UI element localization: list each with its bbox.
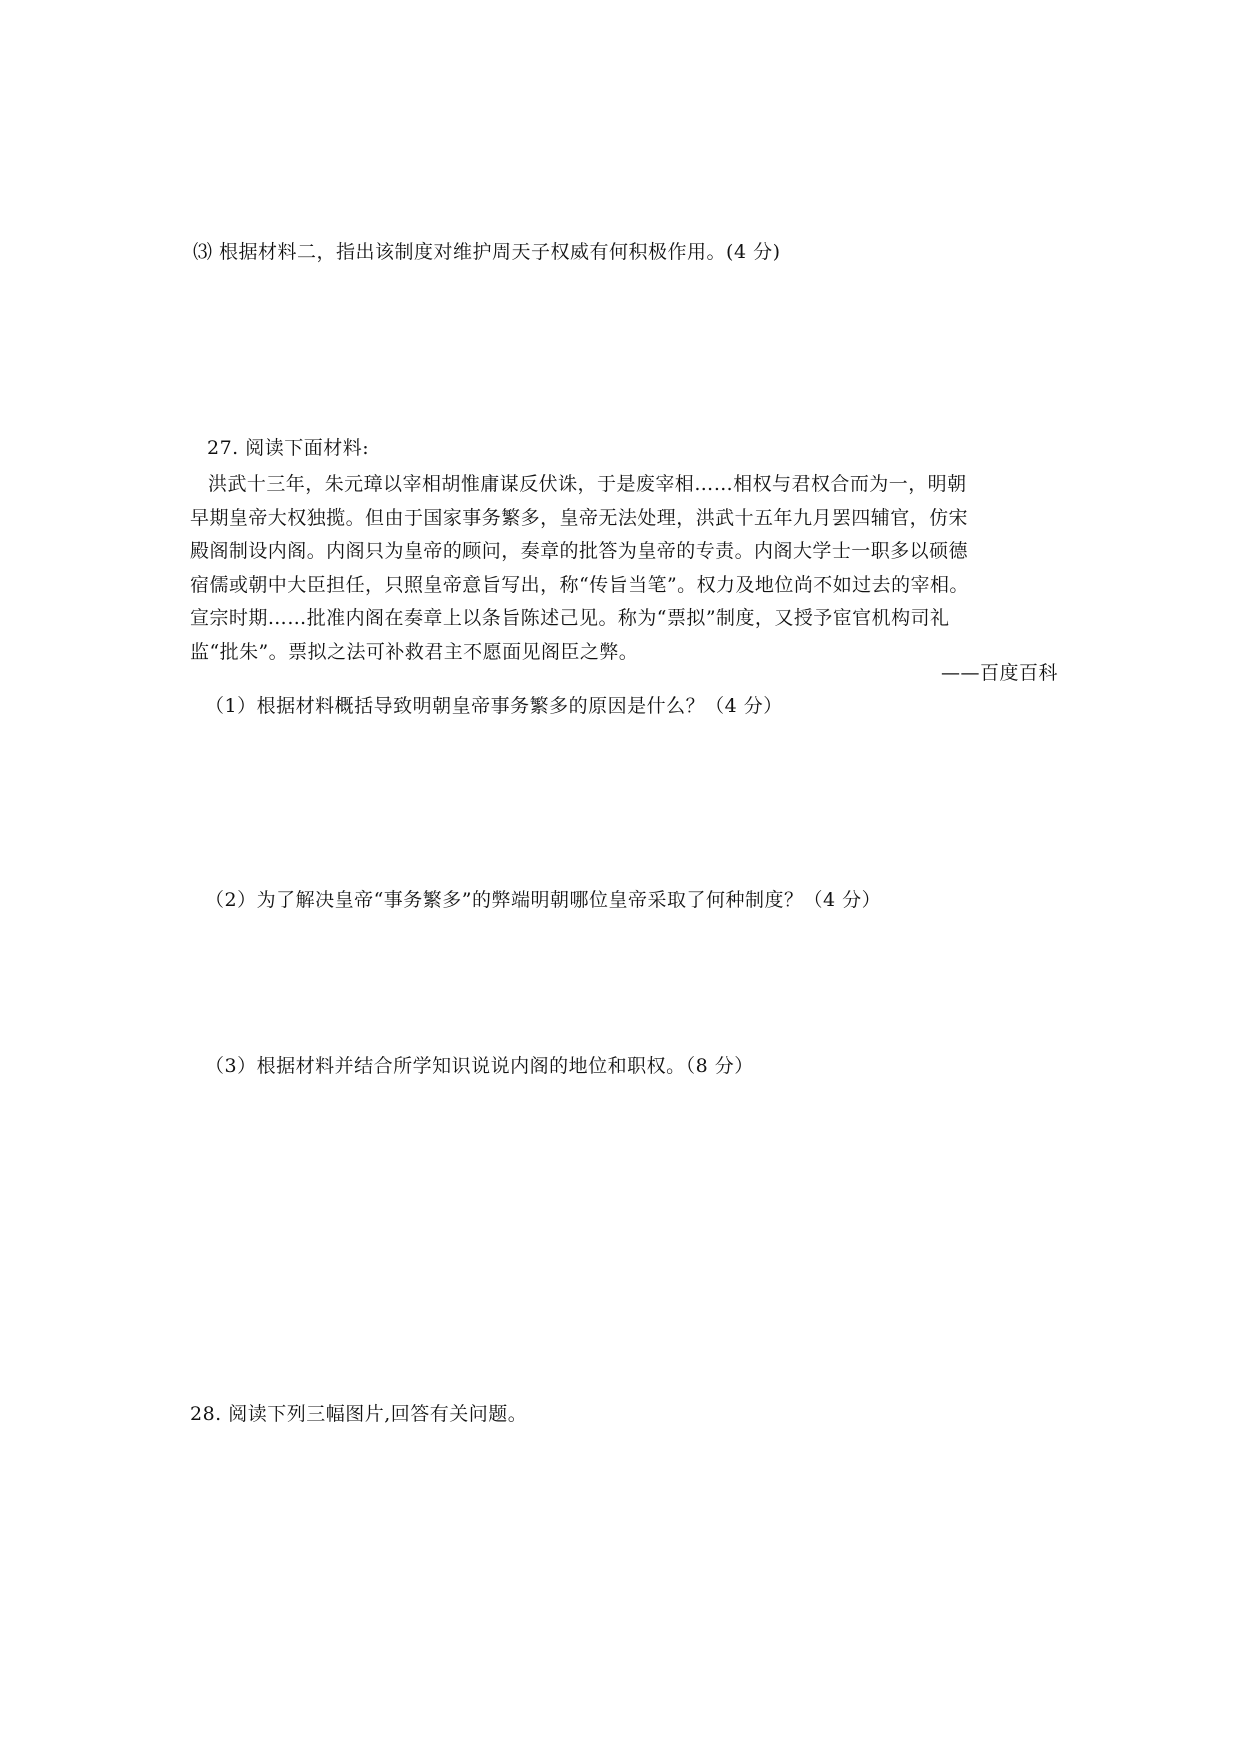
question-27-sub-2: （2）为了解决皇帝“事务繁多”的弊端明朝哪位皇帝采取了何种制度？（4 分）	[205, 889, 882, 911]
material-line: 宣宗时期……批准内阁在奏章上以条旨陈述己见。称为“票拟”制度，又授予宦官机构司礼	[190, 607, 950, 629]
question-27-heading: 27. 阅读下面材料:	[207, 437, 370, 459]
question-27-material	[190, 468, 1065, 669]
question-27-sub-3: （3）根据材料并结合所学知识说说内阁的地位和职权。（8 分）	[205, 1055, 754, 1077]
question-28-heading: 28. 阅读下列三幅图片,回答有关问题。	[190, 1403, 528, 1425]
material-source: ——百度百科	[940, 662, 1058, 684]
question-26-sub-3: ⑶ 根据材料二，指出该制度对维护周天子权威有何积极作用。(4 分)	[193, 241, 781, 263]
material-line: 早期皇帝大权独揽。但由于国家事务繁多，皇帝无法处理，洪武十五年九月罢四辅官，仿宋	[190, 506, 969, 529]
material-line: 宿儒或朝中大臣担任，只照皇帝意旨写出，称“传旨当笔”。权力及地位尚不如过去的宰相。	[190, 573, 969, 596]
material-line: 洪武十三年，朱元璋以宰相胡惟庸谋反伏诛，于是废宰相……相权与君权合而为一，明朝	[208, 473, 967, 495]
material-line: 监“批朱”。票拟之法可补救君主不愿面见阁臣之弊。	[190, 640, 639, 663]
question-27-sub-1: （1）根据材料概括导致明朝皇帝事务繁多的原因是什么？（4 分）	[205, 695, 783, 717]
material-line: 殿阁制设内阁。内阁只为皇帝的顾问，奏章的批答为皇帝的专责。内阁大学士一职多以硕德	[190, 540, 969, 562]
